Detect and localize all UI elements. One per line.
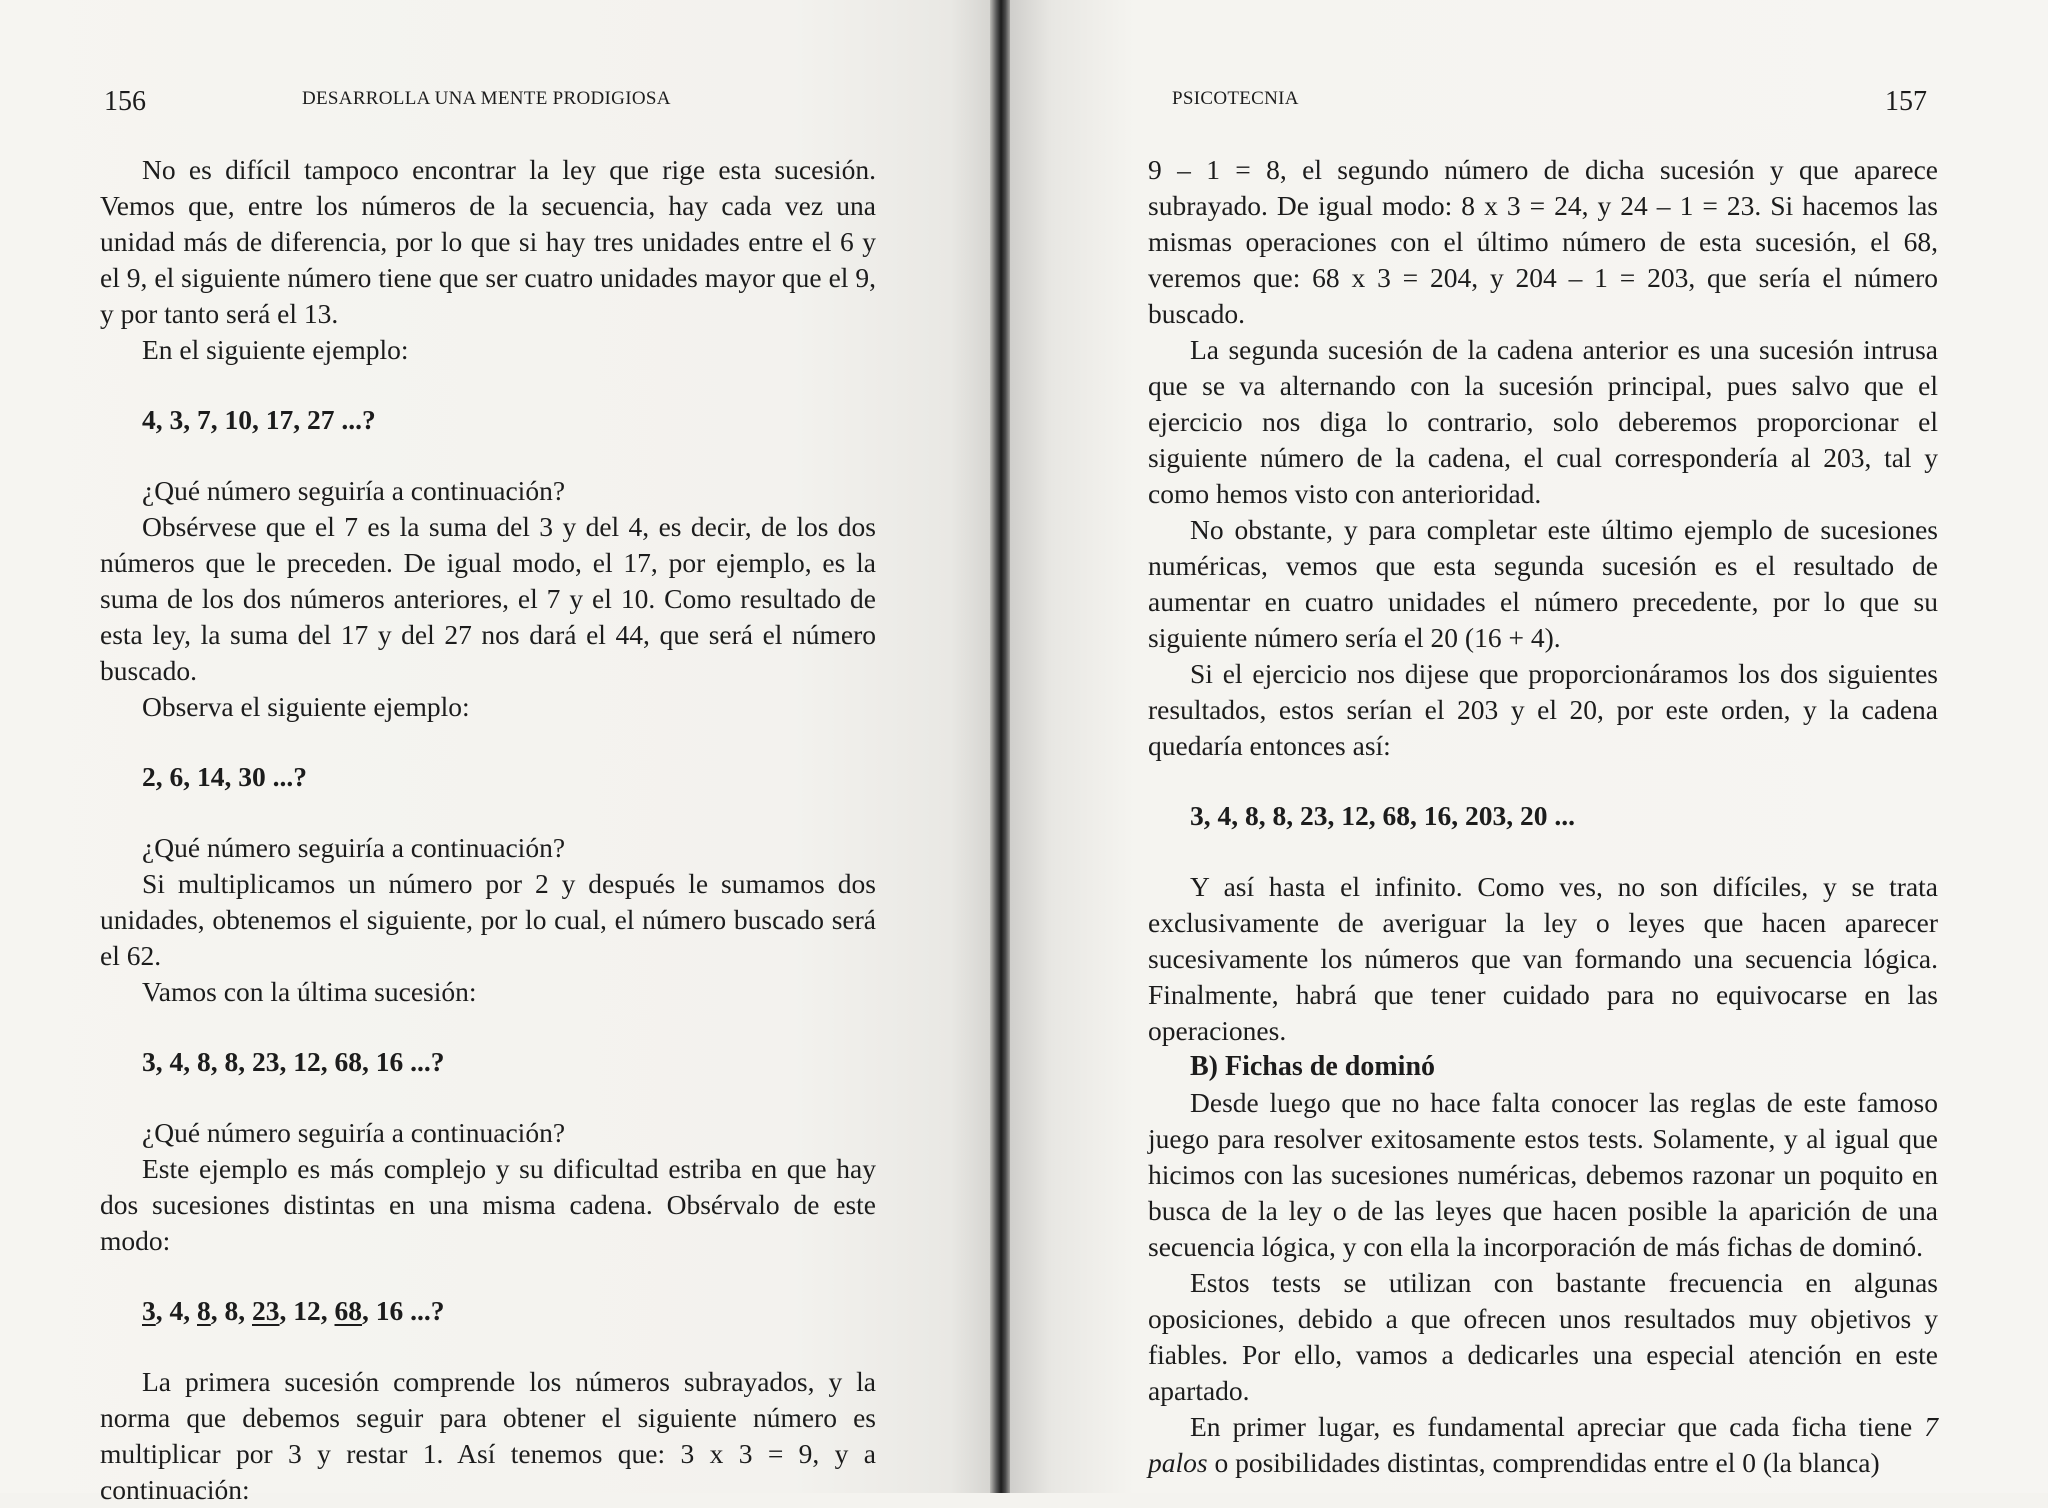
paragraph: En el siguiente ejemplo: [142,334,409,365]
section-heading: B) Fichas de dominó [1190,1051,1436,1082]
left-page [0,0,990,1505]
page-number: 157 [1885,86,1927,117]
underlined-number-sequence [100,1293,876,1329]
paragraph: Desde luego que no hace falta conocer las reglas de este famoso juego para resolver exitosamente estos tests. Solamente, y al igual que hicimos con las sucesiones numéricas, debemos razonar un poquito en busca de la ley o de las leyes que hacen posible la aparición de una secuencia lógica, y con ella la incorporación de más fichas de dominó. [1148,1087,1938,1262]
number-sequence: 2, 6, 14, 30 ...? [142,761,307,792]
paragraph: Vamos con la última sucesión: [142,976,477,1007]
sequence-part: , 16 ...? [362,1295,445,1326]
underlined-number: 8 [197,1295,211,1326]
paragraph: Observa el siguiente ejemplo: [142,691,470,722]
paragraph: ¿Qué número seguiría a continuación? [142,832,566,863]
sequence-part: , 4, [155,1295,197,1326]
running-head: PSICOTECNIA [1172,88,1299,109]
paragraph-text: o posibilidades distintas, comprendidas entre el 0 (la blanca) [1214,1447,1880,1478]
paragraph: La segunda sucesión de la cadena anterior es una sucesión intrusa que se va alternando con la sucesión principal, pues salvo que el ejercicio nos diga lo contrario, solo deberemos proporcionar el siguiente número de la cadena, el cual correspondería al 203, tal y como hemos visto con anterioridad. [1148,334,1938,509]
sequence-part: , 12, [279,1295,335,1326]
paragraph: 9 – 1 = 8, el segundo número de dicha sucesión y que aparece subrayado. De igual modo: 8 x 3 = 24, y 24 – 1 = 23. Si hacemos las mismas operaciones con el último número de esta sucesión, el 68, veremos que: 68 x 3 = 204, y 204 – 1 = 203, que sería el número buscado. [1148,154,1938,329]
right-body-text [1148,152,1938,1481]
paragraph: Obsérvese que el 7 es la suma del 3 y del 4, es decir, de los dos números que le preceden. De igual modo, el 17, por ejemplo, es la suma de los dos números anteriores, el 7 y el 10. Como resultado de esta ley, la suma del 17 y del 27 nos dará el 44, que será el número buscado. [100,511,876,686]
italic-term: 7 palos [1148,1411,1938,1478]
paragraph: Y así hasta el infinito. Como ves, no son difíciles, y se trata exclusivamente de averiguar la ley o leyes que hacen aparecer sucesivamente los números que van formando una secuencia lógica. Finalmente, habrá que tener cuidado para no equivocarse en las operaciones. [1148,871,1938,1046]
number-sequence: 4, 3, 7, 10, 17, 27 ...? [142,404,376,435]
paragraph: Este ejemplo es más complejo y su dificultad estriba en que hay dos sucesiones distintas en una misma cadena. Obsérvalo de este modo: [100,1153,876,1256]
paragraph: Si multiplicamos un número por 2 y después le sumamos dos unidades, obtenemos el siguiente, por lo cual, el número buscado será el 62. [100,868,876,971]
sequence-part: , 8, [210,1295,252,1326]
number-sequence: 3, 4, 8, 8, 23, 12, 68, 16, 203, 20 ... [1190,800,1575,831]
paragraph: ¿Qué número seguiría a continuación? [142,1117,566,1148]
paragraph [1148,1409,1938,1481]
page-number: 156 [104,86,146,117]
right-page [1010,0,2048,1493]
paragraph: Si el ejercicio nos dijese que proporcionáramos los dos siguientes resultados, estos serían el 203 y el 20, por este orden, y la cadena quedaría entonces así: [1148,658,1938,761]
paragraph: No obstante, y para completar este último ejemplo de sucesiones numéricas, vemos que esta segunda sucesión es el resultado de aumentar en cuatro unidades el número precedente, por lo que su siguiente número sería el 20 (16 + 4). [1148,514,1938,653]
left-body-text [100,152,876,1508]
paragraph: La primera sucesión comprende los números subrayados, y la norma que debemos seguir para obtener el siguiente número es multiplicar por 3 y restar 1. Así tenemos que: 3 x 3 = 9, y a continuación: [100,1366,876,1505]
book-spine [990,0,1012,1493]
running-head: DESARROLLA UNA MENTE PRODIGIOSA [302,88,671,109]
underlined-number: 68 [334,1295,362,1326]
underlined-number: 3 [142,1295,156,1326]
paragraph-text: En primer lugar, es fundamental apreciar que cada ficha tiene [1190,1411,1913,1442]
underlined-number: 23 [252,1295,280,1326]
paragraph: No es difícil tampoco encontrar la ley que rige esta sucesión. Vemos que, entre los números de la secuencia, hay cada vez una unidad más de diferencia, por lo que si hay tres unidades entre el 6 y el 9, el siguiente número tiene que ser cuatro unidades mayor que el 9, y por tanto será el 13. [100,154,876,329]
paragraph: Estos tests se utilizan con bastante frecuencia en algunas oposiciones, debido a que ofrecen unos resultados muy objetivos y fiables. Por ello, vamos a dedicarles una especial atención en este apartado. [1148,1267,1938,1406]
number-sequence: 3, 4, 8, 8, 23, 12, 68, 16 ...? [142,1046,445,1077]
paragraph: ¿Qué número seguiría a continuación? [142,475,566,506]
